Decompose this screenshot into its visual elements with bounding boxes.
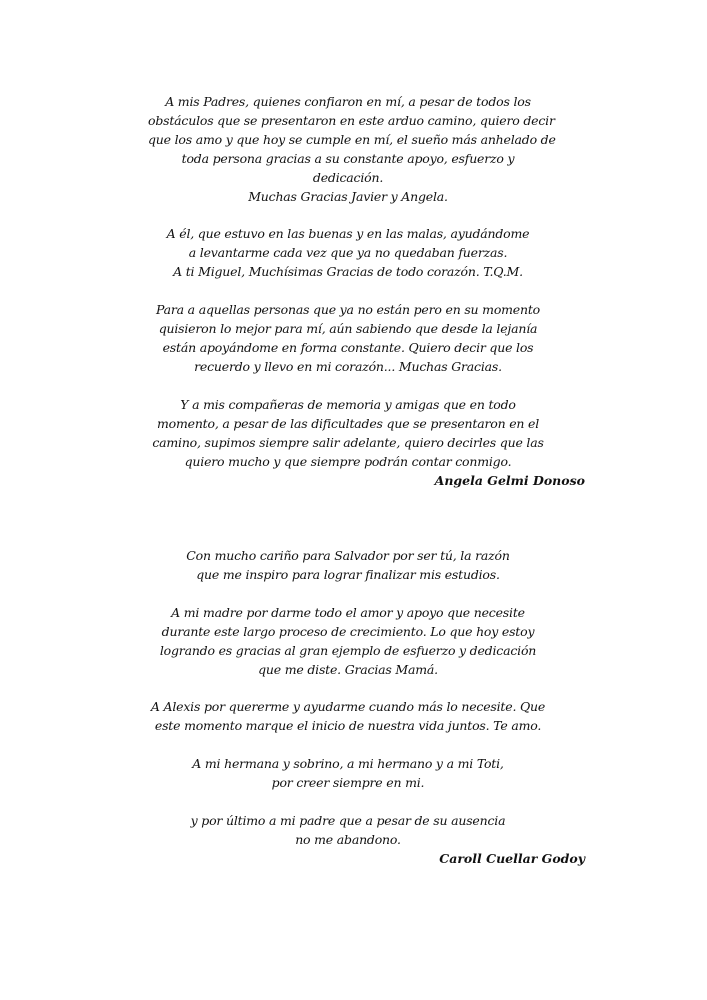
dedication-mother-paragraph [148, 603, 548, 679]
text-line: A Alexis por quererme y ayudarme cuando más lo necesite. Que [150, 699, 546, 714]
text-line: A él, que estuvo en las buenas y en las malas, ayudándome [166, 226, 530, 241]
text-line: logrando es gracias al gran ejemplo de esfuerzo y dedicación [159, 643, 537, 658]
text-line: A ti Miguel, Muchísimas Gracias de todo corazón. T.Q.M. [173, 264, 523, 279]
text-line: recuerdo y llevo en mi corazón... Muchas Gracias. [194, 359, 502, 374]
text-line: camino, supimos siempre salir adelante, quiero decirles que las [152, 435, 544, 450]
text-line: A mi hermana y sobrino, a mi hermano y a mi Toti, [192, 756, 504, 771]
text-line: dedicación. [312, 170, 384, 185]
text-line: que me diste. Gracias Mamá. [258, 662, 438, 677]
text-line: Con mucho cariño para Salvador por ser tú, la razón [186, 548, 510, 563]
text-line: no me abandono. [295, 832, 401, 847]
text-line: a levantarme cada vez que ya no quedaban fuerzas. [188, 245, 508, 260]
dedication-salvador-paragraph [148, 546, 548, 584]
text-line: momento, a pesar de las dificultades que se presentaron en el [156, 416, 540, 431]
text-line: y por último a mi padre que a pesar de su ausencia [190, 813, 506, 828]
text-line: que los amo y que hoy se cumple en mí, el sueño más anhelado de [148, 132, 556, 147]
dedication-classmates-paragraph [148, 395, 548, 471]
dedication-parents-paragraph [148, 92, 556, 206]
dedication-absent-people-paragraph [148, 300, 548, 376]
text-line: Para a aquellas personas que ya no están pero en su momento [155, 302, 540, 317]
text-line: por creer siempre en mi. [271, 775, 425, 790]
text-line: obstáculos que se presentaron en este arduo camino, quiero decir [148, 113, 555, 128]
dedication-alexis-paragraph [148, 697, 548, 735]
text-line: A mis Padres, quienes confiaron en mí, a pesar de todos los [165, 94, 531, 109]
text-line: Muchas Gracias Javier y Angela. [248, 189, 448, 204]
text-line: quiero mucho y que siempre podrán contar conmigo. [184, 454, 512, 469]
text-line: están apoyándome en forma constante. Quiero decir que los [162, 340, 534, 355]
signature-caroll: Caroll Cuellar Godoy [439, 851, 585, 866]
dedication-miguel-paragraph [148, 224, 548, 281]
text-line: que me inspiro para lograr finalizar mis estudios. [196, 567, 500, 582]
dedication-father-paragraph [148, 811, 548, 849]
signature-angela: Angela Gelmi Donoso [434, 473, 585, 488]
text-line: este momento marque el inicio de nuestra vida juntos. Te amo. [154, 718, 542, 733]
text-line: A mi madre por darme todo el amor y apoyo que necesite [171, 605, 525, 620]
dedication-siblings-paragraph [148, 754, 548, 792]
text-line: quisieron lo mejor para mí, aún sabiendo que desde la lejanía [158, 321, 538, 336]
text-line: Y a mis compañeras de memoria y amigas que en todo [180, 397, 516, 412]
text-line: toda persona gracias a su constante apoyo, esfuerzo y [181, 151, 515, 166]
text-line: durante este largo proceso de crecimiento. Lo que hoy estoy [161, 624, 535, 639]
